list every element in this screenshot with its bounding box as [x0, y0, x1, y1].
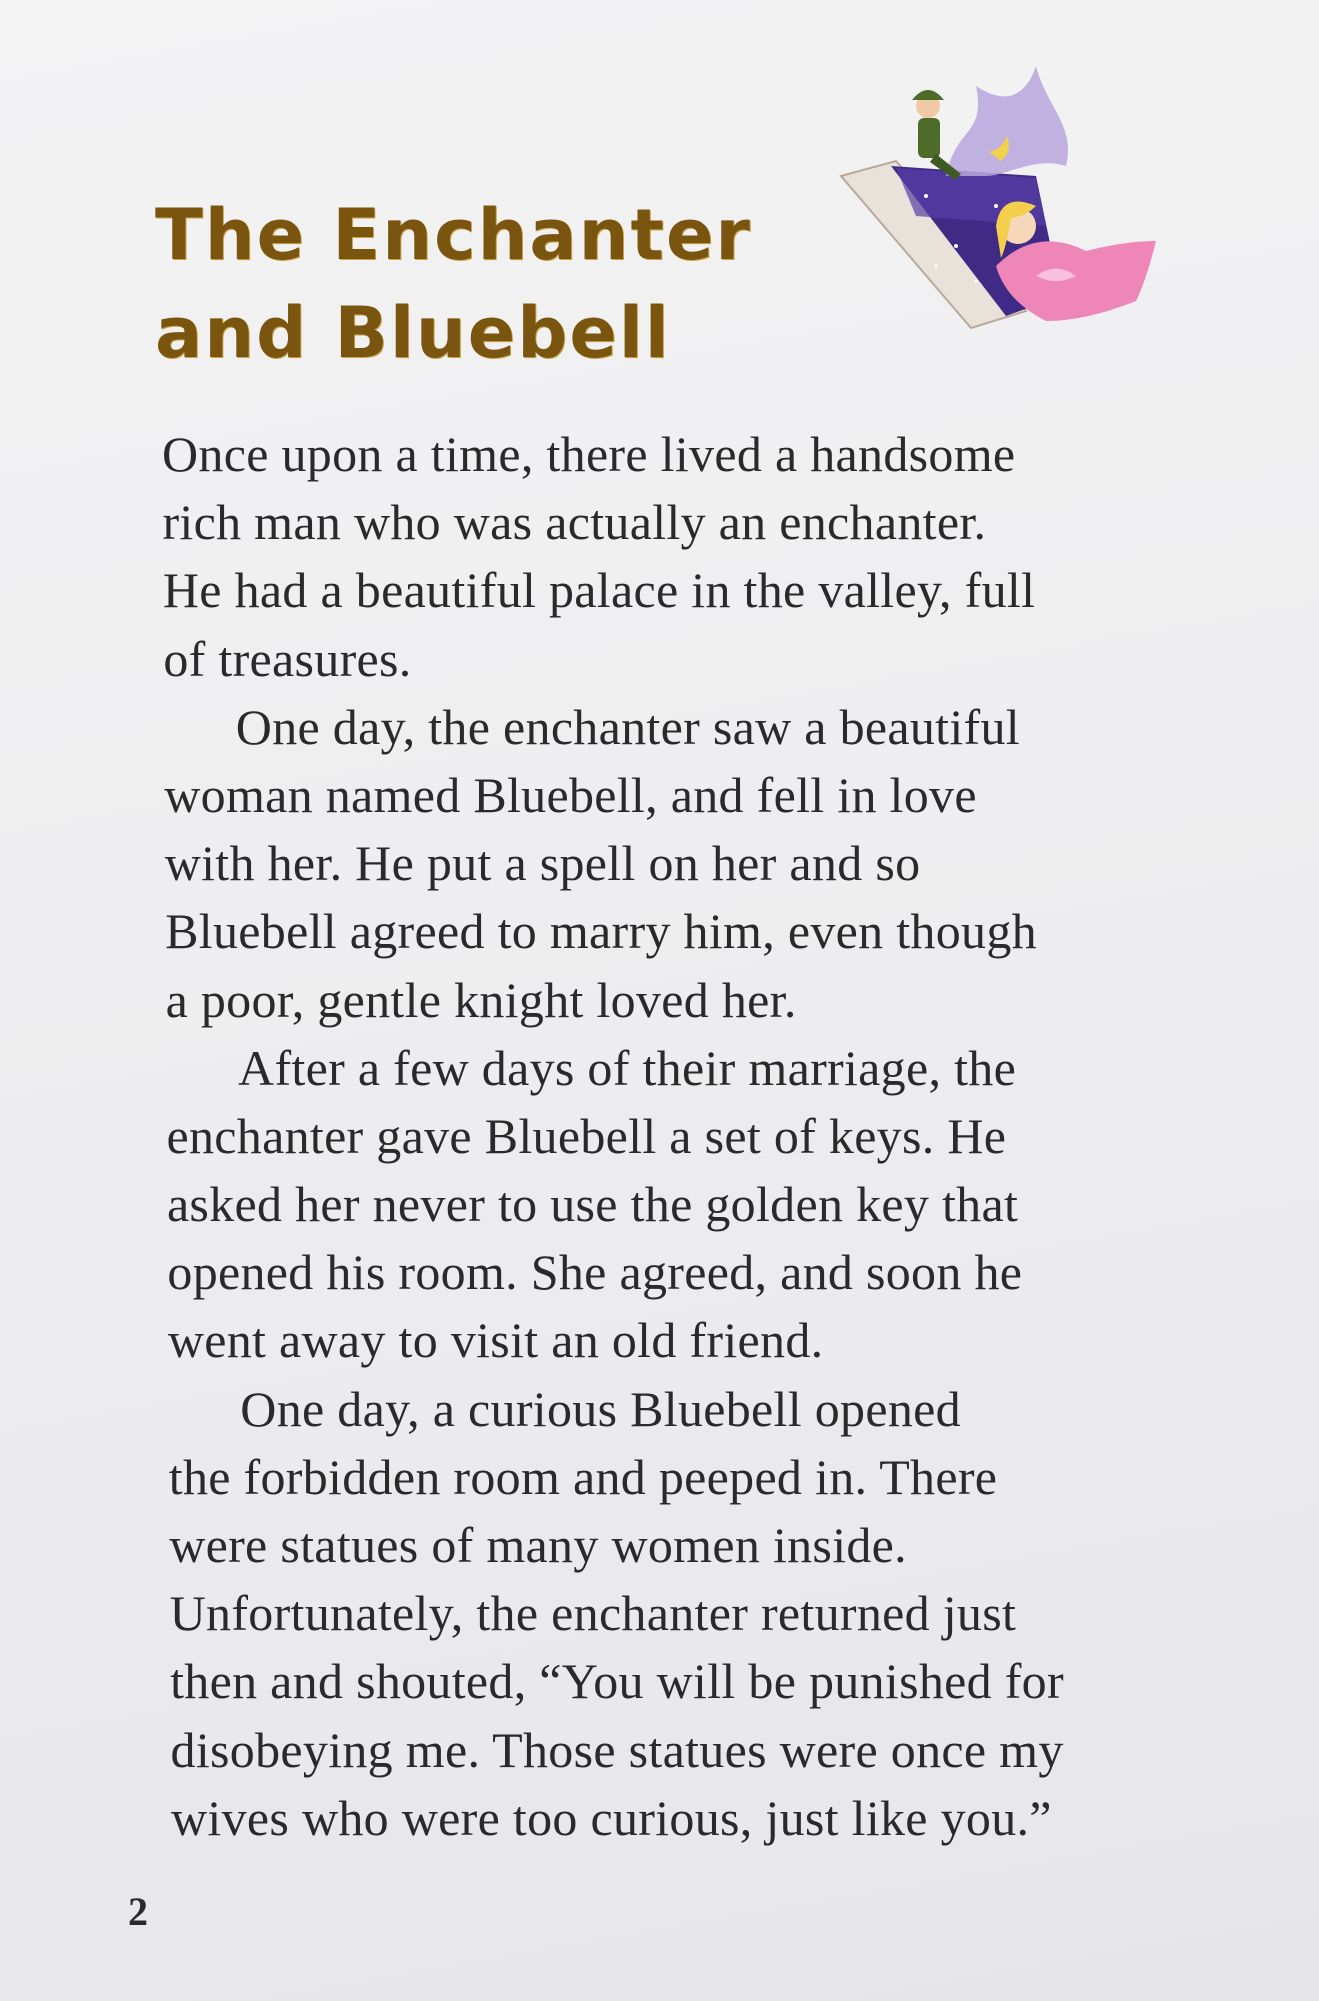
- body-text-line: One day, a curious Bluebell opened: [240, 1380, 961, 1437]
- body-text-line: enchanter gave Bluebell a set of keys. He: [166, 1107, 1007, 1164]
- body-text-line: Bluebell agreed to marry him, even though: [165, 903, 1037, 960]
- body-text-line: wives who were too curious, just like you.”: [171, 1789, 1052, 1846]
- body-text-line: with her. He put a spell on her and so: [164, 835, 921, 892]
- body-text-line: Unfortunately, the enchanter returned just: [169, 1585, 1017, 1642]
- body-text-line: then and shouted, “You will be punished for: [170, 1653, 1064, 1710]
- story-title-line-1: The Enchanter: [155, 194, 752, 276]
- body-text-line: the forbidden room and peeped in. There: [168, 1448, 998, 1505]
- body-text-line: were statues of many women inside.: [169, 1517, 907, 1573]
- body-text-line: disobeying me. Those statues were once my: [170, 1721, 1064, 1778]
- body-text-line: After a few days of their marriage, the: [238, 1039, 1017, 1096]
- story-body: [162, 420, 1212, 1852]
- body-text-line: woman named Bluebell, and fell in love: [164, 766, 977, 823]
- body-text-line: went away to visit an old friend.: [167, 1312, 824, 1369]
- body-text-line: Once upon a time, there lived a handsome: [162, 426, 1016, 482]
- page-number: 2: [128, 1889, 148, 1934]
- body-text-line: opened his room. She agreed, and soon he: [167, 1244, 1023, 1301]
- body-text-line: He had a beautiful palace in the valley, full: [162, 562, 1036, 619]
- storybook-illustration-icon: [836, 66, 1161, 336]
- body-text-line: One day, the enchanter saw a beautiful: [235, 698, 1020, 755]
- body-text-line: of treasures.: [163, 630, 412, 687]
- body-text-line: rich man who was actually an enchanter.: [162, 494, 987, 551]
- body-text-line: a poor, gentle knight loved her.: [165, 971, 797, 1028]
- story-title-line-2: and Bluebell: [155, 292, 671, 374]
- body-text-line: asked her never to use the golden key that: [166, 1176, 1019, 1233]
